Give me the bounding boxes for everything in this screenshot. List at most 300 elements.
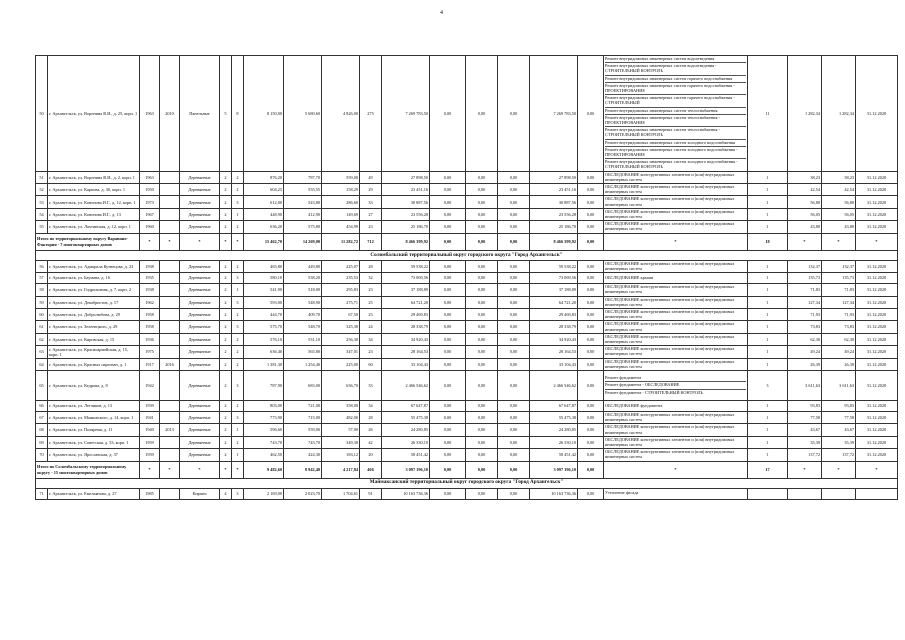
table-row (36, 321, 898, 333)
cost-other-cell: 0,00 (498, 346, 530, 358)
cost-budget-cell: 0,00 (466, 358, 498, 370)
subtotal-cost-budget: 0,00 (466, 233, 498, 250)
owned-area-cell: 225,00 (322, 358, 360, 370)
cost-fund-cell: 0,00 (430, 184, 466, 196)
cost-fund-cell: 0,00 (430, 358, 466, 370)
year-built-cell: 1940 (140, 424, 160, 436)
entrances-cell: 3 (232, 273, 244, 284)
cost-total-cell: 33 104,43 (382, 358, 430, 370)
floors-cell: 2 (220, 333, 232, 345)
units-cell: 1 (748, 436, 788, 448)
residents-cell: 34 (360, 400, 382, 411)
address-cell: г. Архангельск, ул. Советская, д. 53, корп. 1 (48, 436, 140, 448)
residents-cell: 25 (360, 308, 382, 320)
address-cell: г. Архангельск, ул. Карпова, д. 30, корп. 1 (48, 184, 140, 196)
table-row (36, 221, 898, 233)
specific-cost-cell: 73,83 (788, 321, 822, 333)
work-item: ОБСЛЕДОВАНИЕ конструктивных элементов и (или) внутридомовых инженерных систем (605, 284, 735, 295)
subtotal-cost-other: 0,00 (498, 461, 530, 478)
table-row (36, 400, 898, 411)
residents-cell: 27 (360, 208, 382, 220)
residential-area-cell: 555,55 (284, 184, 322, 196)
residents-cell: 23 (360, 284, 382, 296)
cost-owners-cell: 2 466 546,62 (530, 370, 578, 400)
work-item: Ремонт фундамента (605, 375, 746, 382)
cost-owners-cell: 27 898,50 (530, 171, 578, 183)
cost-owners-cell: 67 647,87 (530, 400, 578, 411)
year-built-cell: 1942 (140, 370, 160, 400)
subtotal-mark: * (160, 461, 180, 478)
specific-cost-cell: 56,05 (788, 208, 822, 220)
subtotal-total-area: 9 482,60 (244, 461, 284, 478)
limit-cost-cell: 127,34 (822, 296, 856, 308)
deadline-cell: 31.12.2020 (856, 400, 898, 411)
residential-area-cell: 543,80 (284, 196, 322, 208)
row-number: 61 (36, 321, 48, 333)
cost-other-cell: 0,00 (498, 260, 530, 272)
units-cell: 3 (748, 370, 788, 400)
cost-extra-cell: 0,00 (578, 333, 604, 345)
table-row (36, 424, 898, 436)
work-type-cell (604, 273, 748, 284)
cost-other-cell: 0,00 (498, 221, 530, 233)
row-number: 62 (36, 333, 48, 345)
units-cell: 1 (748, 333, 788, 345)
floors-cell: 2 (220, 260, 232, 272)
cost-budget-cell: 0,00 (466, 488, 498, 499)
limit-cost-cell: 137,72 (822, 449, 856, 461)
wall-material-cell: Деревянные (180, 196, 220, 208)
cost-extra-cell: 0,00 (578, 308, 604, 320)
subtotal-cost-owners: 8 466 399,92 (530, 233, 578, 250)
cost-budget-cell: 0,00 (466, 284, 498, 296)
year-repair-cell (160, 284, 180, 296)
subtotal-owned-area: 4 217,84 (322, 461, 360, 478)
cost-total-cell: 29 469,83 (382, 308, 430, 320)
deadline-cell: 31.12.2020 (856, 436, 898, 448)
entrances-cell: 8 (232, 56, 244, 172)
cost-fund-cell: 0,00 (430, 196, 466, 208)
units-cell: 1 (748, 284, 788, 296)
cost-other-cell: 0,00 (498, 436, 530, 448)
cost-extra-cell: 0,00 (578, 321, 604, 333)
cost-owners-cell: 25 186,70 (530, 221, 578, 233)
entrances-cell: 2 (232, 400, 244, 411)
table-row (36, 171, 898, 183)
residential-area-cell: 449,80 (284, 260, 322, 272)
cost-fund-cell: 0,00 (430, 284, 466, 296)
table-row (36, 260, 898, 272)
deadline-cell: 31.12.2020 (856, 221, 898, 233)
total-area-cell: 773,90 (244, 411, 284, 423)
work-item: Ремонт внутридомовых инженерных систем теплоснабжения - СТРОИТЕЛЬНЫЙ КОНТРОЛЬ (605, 127, 746, 139)
floors-cell: 2 (220, 208, 232, 220)
work-item: Ремонт внутридомовых инженерных систем теплоснабжения - ПРОЕКТИРОВАНИЕ (605, 115, 746, 127)
table-row (36, 184, 898, 196)
cost-budget-cell: 0,00 (466, 296, 498, 308)
cost-extra-cell: 0,00 (578, 171, 604, 183)
subtotal-cost-budget: 0,00 (466, 461, 498, 478)
residential-area-cell: 715,00 (284, 411, 322, 423)
entrances-cell: 2 (232, 358, 244, 370)
cost-fund-cell: 0,00 (430, 308, 466, 320)
units-cell: 1 (748, 424, 788, 436)
total-area-cell: 1 381,30 (244, 358, 284, 370)
year-built-cell: 1938 (140, 260, 160, 272)
entrances-cell: 2 (232, 221, 244, 233)
row-number: 63 (36, 346, 48, 358)
cost-owners-cell: 73 069,56 (530, 273, 578, 284)
owned-area-cell: 183,12 (322, 449, 360, 461)
cost-owners-cell: 26 330,10 (530, 436, 578, 448)
address-cell: г. Архангельск, ул. Воронина В.И., д. 25, корп. 1 (48, 56, 140, 172)
limit-cost-cell: 135,73 (822, 273, 856, 284)
cost-other-cell: 0,00 (498, 333, 530, 345)
deadline-cell (856, 488, 898, 499)
deadline-cell: 31.12.2020 (856, 449, 898, 461)
cost-owners-cell: 23 451,16 (530, 184, 578, 196)
deadline-cell: 31.12.2020 (856, 273, 898, 284)
work-item: ОБСЛЕДОВАНИЕ конструктивных элементов и (или) внутридомовых инженерных систем (605, 196, 735, 207)
cost-owners-cell: 58 451,42 (530, 449, 578, 461)
deadline-cell: 31.12.2020 (856, 284, 898, 296)
cost-owners-cell: 30 887,56 (530, 196, 578, 208)
cost-owners-cell: 28 164,53 (530, 346, 578, 358)
cost-owners-cell: 23 556,28 (530, 208, 578, 220)
year-repair-cell (160, 296, 180, 308)
wall-material-cell: Деревянные (180, 411, 220, 423)
cost-fund-cell: 0,00 (430, 56, 466, 172)
row-number: 51 (36, 171, 48, 183)
page-number: 4 (440, 10, 443, 16)
row-number: 60 (36, 308, 48, 320)
floors-cell: 4 (220, 488, 232, 499)
subtotal-mark: * (822, 461, 856, 478)
work-type-cell (604, 424, 748, 436)
deadline-cell: 31.12.2020 (856, 358, 898, 370)
year-built-cell: 1985 (140, 488, 160, 499)
total-area-cell: 612,00 (244, 196, 284, 208)
residents-cell: 91 (360, 488, 382, 499)
year-repair-cell (160, 260, 180, 272)
year-repair-cell (160, 333, 180, 345)
table-row (36, 56, 898, 172)
work-item: ОБСЛЕДОВАНИЕ конструктивных элементов и (или) внутридомовых инженерных систем (605, 184, 735, 195)
cost-total-cell: 30 887,56 (382, 196, 430, 208)
table-row (36, 370, 898, 400)
year-built-cell: 1967 (140, 208, 160, 220)
year-repair-cell (160, 370, 180, 400)
cost-extra-cell: 0,00 (578, 208, 604, 220)
cost-total-cell: 73 069,56 (382, 273, 430, 284)
entrances-cell: 2 (232, 184, 244, 196)
entrances-cell: 3 (232, 296, 244, 308)
cost-budget-cell: 0,00 (466, 196, 498, 208)
entrances-cell: 3 (232, 411, 244, 423)
cost-budget-cell: 0,00 (466, 346, 498, 358)
wall-material-cell: Панельные (180, 56, 220, 172)
residential-area-cell: 5 680,60 (284, 56, 322, 172)
subtotal-cost-total: 3 097 196,10 (382, 461, 430, 478)
cost-total-cell: 25 186,70 (382, 221, 430, 233)
floors-cell: 2 (220, 184, 232, 196)
cost-other-cell: 0,00 (498, 449, 530, 461)
units-cell: 1 (748, 308, 788, 320)
cost-total-cell: 2 466 546,62 (382, 370, 430, 400)
floors-cell: 2 (220, 346, 232, 358)
deadline-cell: 31.12.2020 (856, 56, 898, 172)
work-item: ОБСЛЕДОВАНИЕ конструктивных элементов и (или) внутридомовых инженерных систем (605, 449, 735, 460)
units-cell: 1 (748, 400, 788, 411)
cost-owners-cell: 34 920,43 (530, 333, 578, 345)
owned-area-cell: 358,00 (322, 400, 360, 411)
cost-extra-cell: 0,00 (578, 196, 604, 208)
work-item: Ремонт внутридомовых инженерных систем горячего водоснабжения (605, 76, 746, 83)
residents-cell: 20 (360, 449, 382, 461)
owned-area-cell: 454,99 (322, 221, 360, 233)
owned-area-cell: 235,53 (322, 273, 360, 284)
cost-total-cell: 23 556,28 (382, 208, 430, 220)
wall-material-cell: Деревянные (180, 370, 220, 400)
limit-cost-cell (822, 488, 856, 499)
cost-owners-cell: 29 469,83 (530, 308, 578, 320)
residential-area-cell: 565,80 (284, 346, 322, 358)
work-type-cell (604, 184, 748, 196)
work-item: ОБСЛЕДОВАНИЕ конструктивных элементов и (или) внутридомовых инженерных систем (605, 436, 735, 447)
owned-area-cell: 286,60 (322, 196, 360, 208)
cost-owners-cell: 59 538,22 (530, 260, 578, 272)
section-title: Соломбальский территориальный округ городского округа "Город Архангельск" (36, 250, 898, 260)
cost-total-cell: 23 451,16 (382, 184, 430, 196)
subtotal-mark: * (856, 461, 898, 478)
table-row (36, 449, 898, 461)
work-type-cell (604, 370, 748, 400)
specific-cost-cell: 77,58 (788, 411, 822, 423)
total-area-cell: 593,00 (244, 296, 284, 308)
floors-cell: 2 (220, 411, 232, 423)
cost-budget-cell: 0,00 (466, 400, 498, 411)
wall-material-cell: Деревянные (180, 308, 220, 320)
residents-cell: 275 (360, 56, 382, 172)
units-cell: 1 (748, 449, 788, 461)
residents-cell: 34 (360, 333, 382, 345)
owned-area-cell: 57,00 (322, 424, 360, 436)
total-area-cell: 636,40 (244, 346, 284, 358)
floors-cell: 2 (220, 221, 232, 233)
cost-other-cell: 0,00 (498, 273, 530, 284)
work-item: ОБСЛЕДОВАНИЕ конструктивных элементов и (или) внутридомовых инженерных систем (605, 321, 735, 332)
work-item: ОБСЛЕДОВАНИЕ конструктивных элементов и (или) внутридомовых инженерных систем (605, 333, 735, 344)
total-area-cell: 448,90 (244, 208, 284, 220)
work-type-cell (604, 171, 748, 183)
residents-cell: 32 (360, 273, 382, 284)
residents-cell: 23 (360, 221, 382, 233)
limit-cost-cell: 56,05 (822, 208, 856, 220)
subtotal-mark: * (604, 233, 748, 250)
table-row (36, 411, 898, 423)
floors-cell: 2 (220, 284, 232, 296)
year-repair-cell (160, 196, 180, 208)
address-cell: г. Архангельск, ул. Полярная, д. 11 (48, 424, 140, 436)
year-built-cell: 1962 (140, 296, 160, 308)
year-built-cell: 1939 (140, 400, 160, 411)
work-type-cell (604, 260, 748, 272)
subtotal-cost-fund: 0,00 (430, 233, 466, 250)
cost-total-cell: 28 164,53 (382, 346, 430, 358)
work-item: Ремонт внутридомовых инженерных систем горячего водоснабжения - ПРОЕКТИРОВАНИЕ (605, 83, 746, 95)
limit-cost-cell: 62,30 (822, 333, 856, 345)
cost-fund-cell: 0,00 (430, 346, 466, 358)
deadline-cell: 31.12.2020 (856, 184, 898, 196)
work-item: Ремонт внутридомовых инженерных систем водоотведения (605, 56, 746, 63)
cost-fund-cell: 0,00 (430, 411, 466, 423)
deadline-cell: 31.12.2020 (856, 424, 898, 436)
work-type-cell (604, 321, 748, 333)
entrances-cell: 2 (232, 333, 244, 345)
cost-other-cell: 0,00 (498, 321, 530, 333)
cost-fund-cell: 0,00 (430, 321, 466, 333)
total-area-cell: 596,60 (244, 424, 284, 436)
year-repair-cell (160, 171, 180, 183)
cost-extra-cell: 0,00 (578, 400, 604, 411)
cost-owners-cell: 55 475,38 (530, 411, 578, 423)
residents-cell: 28 (360, 411, 382, 423)
subtotal-mark: * (856, 233, 898, 250)
work-type-cell (604, 400, 748, 411)
subtotal-mark: * (220, 233, 232, 250)
owned-area-cell: 149,69 (322, 208, 360, 220)
address-cell: г. Архангельск, ул. Кононова И.Г., д. 12, корп. 1 (48, 196, 140, 208)
residential-area-cell: 412,90 (284, 208, 322, 220)
table-row (36, 196, 898, 208)
cost-budget-cell: 0,00 (466, 333, 498, 345)
year-built-cell: 1950 (140, 184, 160, 196)
residents-cell: 60 (360, 358, 382, 370)
work-type-cell (604, 56, 748, 172)
total-area-cell: 803,00 (244, 400, 284, 411)
address-cell: г. Архангельск, ул. Декабристов, д. 17 (48, 296, 140, 308)
subtotal-residential-area: 8 942,40 (284, 461, 322, 478)
units-cell: 1 (748, 296, 788, 308)
owned-area-cell: 256,30 (322, 333, 360, 345)
row-number: 52 (36, 184, 48, 196)
deadline-cell: 31.12.2020 (856, 333, 898, 345)
cost-fund-cell: 0,00 (430, 436, 466, 448)
cost-total-cell: 58 451,42 (382, 449, 430, 461)
cost-other-cell: 0,00 (498, 358, 530, 370)
work-item: ОБСЛЕДОВАНИЕ конструктивных элементов и (или) внутридомовых инженерных систем (605, 424, 735, 435)
entrances-cell: 1 (232, 424, 244, 436)
year-repair-cell (160, 184, 180, 196)
specific-cost-cell: 62,30 (788, 333, 822, 345)
year-built-cell: 1917 (140, 358, 160, 370)
year-built-cell: 1973 (140, 196, 160, 208)
residential-area-cell: 548,70 (284, 321, 322, 333)
year-repair-cell (160, 400, 180, 411)
cost-total-cell: 67 647,87 (382, 400, 430, 411)
cost-extra-cell: 0,00 (578, 436, 604, 448)
deadline-cell: 31.12.2020 (856, 171, 898, 183)
floors-cell: 2 (220, 196, 232, 208)
total-area-cell: 444,70 (244, 308, 284, 320)
year-built-cell: 1958 (140, 321, 160, 333)
address-cell: г. Архангельск, ул. Кононова И.Г., д. 13 (48, 208, 140, 220)
cost-extra-cell: 0,00 (578, 56, 604, 172)
subtotal-owned-area: 11 282,72 (322, 233, 360, 250)
cost-total-cell: 27 898,50 (382, 171, 430, 183)
cost-other-cell: 0,00 (498, 56, 530, 172)
cost-extra-cell: 0,00 (578, 221, 604, 233)
year-built-cell: 1960 (140, 221, 160, 233)
section-header-row (36, 250, 898, 260)
total-area-cell: 465,80 (244, 260, 284, 272)
entrances-cell: 3 (232, 488, 244, 499)
owned-area-cell: 559,00 (322, 171, 360, 183)
row-number: 55 (36, 221, 48, 233)
address-cell: г. Архангельск, ул. Красных партизан, д. 1 (48, 358, 140, 370)
work-item: Ремонт внутридомовых инженерных систем горячего водоснабжения - СТРОИТЕЛЬНЫЙ (605, 95, 746, 107)
cost-other-cell: 0,00 (498, 400, 530, 411)
units-cell: 1 (748, 358, 788, 370)
year-repair-cell: 2013 (160, 424, 180, 436)
cost-owners-cell: 37 188,89 (530, 284, 578, 296)
subtotal-row (36, 461, 898, 478)
specific-cost-cell: 35,39 (788, 436, 822, 448)
address-cell: г. Архангельск, ул. Емельянова, д. 27 (48, 488, 140, 499)
work-type-cell (604, 488, 748, 499)
specific-cost-cell: 49,24 (788, 346, 822, 358)
wall-material-cell: Деревянные (180, 346, 220, 358)
subtotal-mark: * (180, 233, 220, 250)
entrances-cell: 3 (232, 321, 244, 333)
limit-cost-cell: 49,24 (822, 346, 856, 358)
address-cell: г. Архангельск, ул. Гидролизная, д. 7, корп. 2 (48, 284, 140, 296)
work-item: Ремонт внутридомовых инженерных систем холодного водоснабжения - СТРОИТЕЛЬНЫЙ КОНТРОЛЬ (605, 159, 738, 170)
subtotal-mark: * (822, 233, 856, 250)
row-number: 67 (36, 411, 48, 423)
year-repair-cell (160, 436, 180, 448)
units-cell: 1 (748, 221, 788, 233)
owned-area-cell: 4 826,00 (322, 56, 360, 172)
residential-area-cell: 1 254,40 (284, 358, 322, 370)
limit-cost-cell: 26,39 (822, 358, 856, 370)
wall-material-cell: Деревянные (180, 321, 220, 333)
year-built-cell: 1935 (140, 273, 160, 284)
address-cell: г. Архангельск, ул. Добролюбова, д. 29 (48, 308, 140, 320)
cost-fund-cell: 0,00 (430, 208, 466, 220)
subtotal-residents: 466 (360, 461, 382, 478)
address-cell: г. Архангельск, ул. Маяковского, д. 14, корп. 1 (48, 411, 140, 423)
specific-cost-cell: 26,39 (788, 358, 822, 370)
subtotal-mark: * (232, 461, 244, 478)
residential-area-cell: 2 023,70 (284, 488, 322, 499)
address-cell: г. Архангельск, ул. Зеленецкого, д. 29 (48, 321, 140, 333)
entrances-cell: 1 (232, 208, 244, 220)
residents-cell: 25 (360, 296, 382, 308)
cost-owners-cell: 10 163 736,36 (530, 488, 578, 499)
residential-area-cell: 409,70 (284, 308, 322, 320)
wall-material-cell: Деревянные (180, 171, 220, 183)
year-built-cell: 1958 (140, 308, 160, 320)
cost-other-cell: 0,00 (498, 208, 530, 220)
subtotal-label: Итого по Соломбальскому территориальному округу - 15 многоквартирных домов (36, 461, 140, 478)
floors-cell: 2 (220, 296, 232, 308)
floors-cell: 2 (220, 308, 232, 320)
specific-cost-cell: 56,80 (788, 196, 822, 208)
limit-cost-cell: 1 282,34 (822, 56, 856, 172)
address-cell: г. Архангельск, ул. Баумана, д. 16 (48, 273, 140, 284)
table-row (36, 308, 898, 320)
